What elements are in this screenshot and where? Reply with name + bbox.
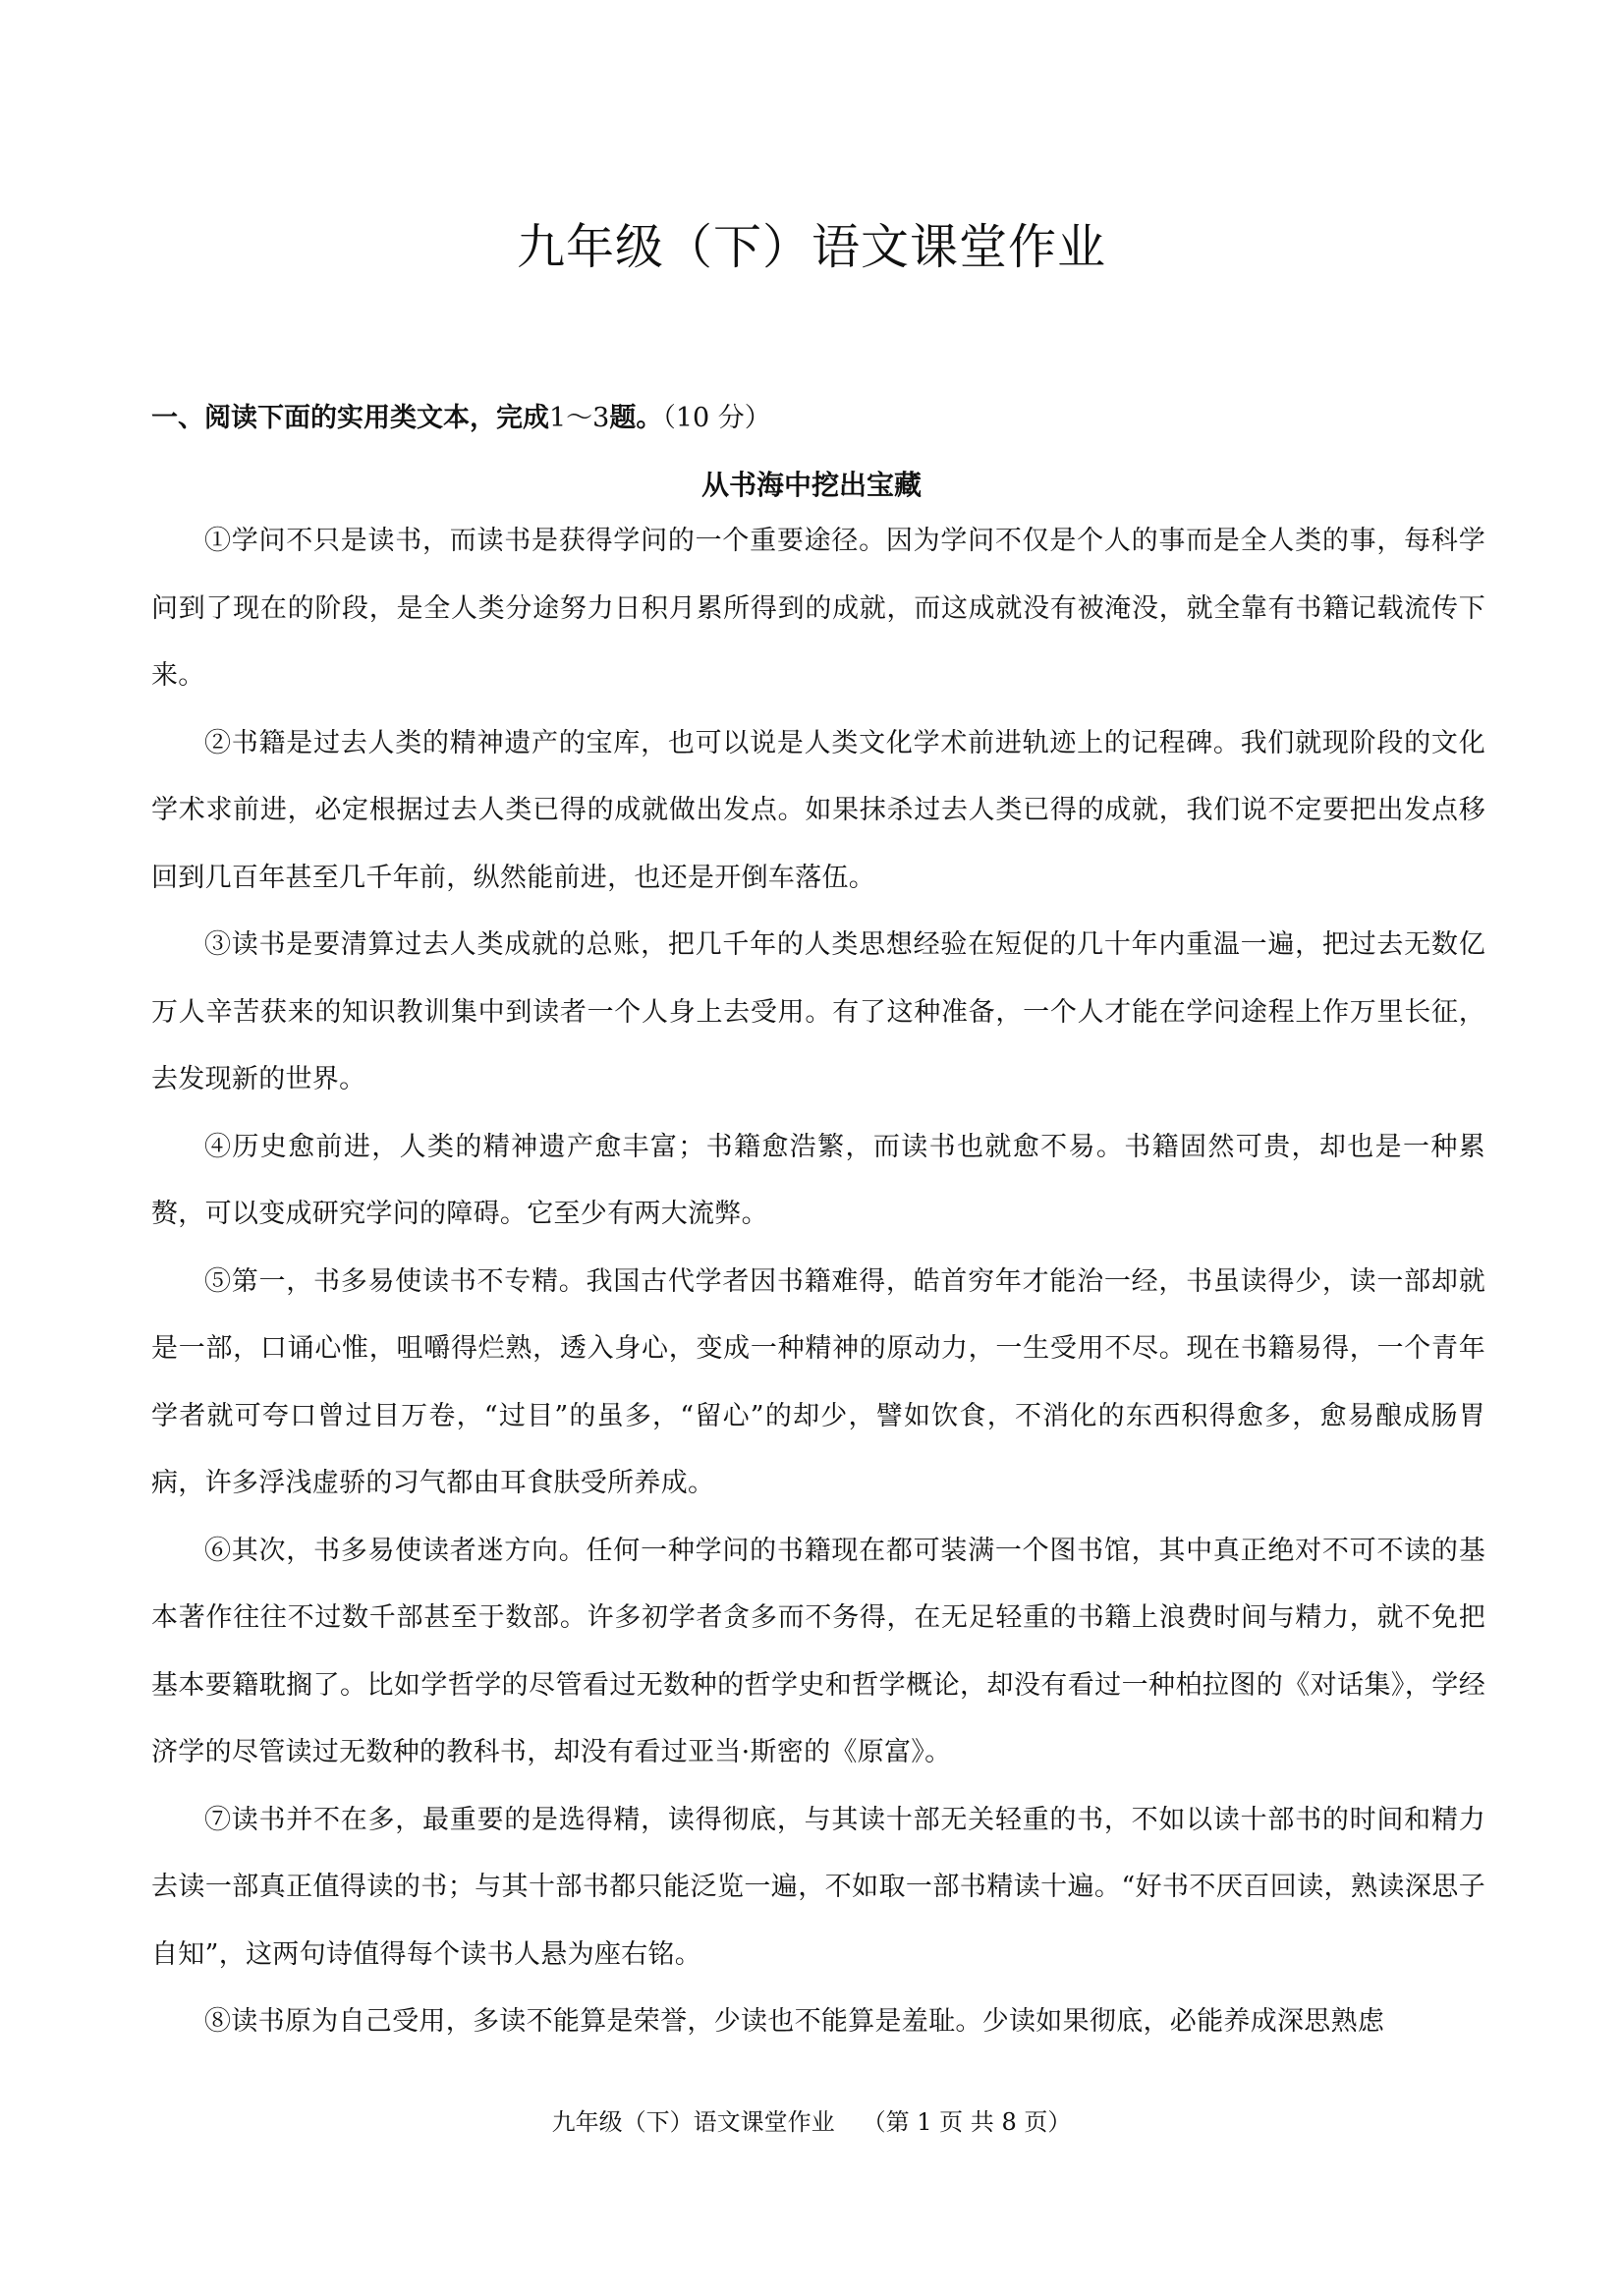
section-heading-text: 一、阅读下面的实用类文本，完成 xyxy=(151,403,549,433)
paragraph-2: ②书籍是过去人类的精神遗产的宝库，也可以说是人类文化学术前进轨迹上的记程碑。我们就现阶段的文化学术求前进，必定根据过去人类已得的成就做出发点。如果抹杀过去人类已得的成就，我们说不定要把出发点移回到几百年甚至几千年前，纵然能前进，也还是开倒车落伍。 xyxy=(151,727,1485,893)
paragraph-6: ⑥其次，书多易使读者迷方向。任何一种学问的书籍现在都可装满一个图书馆，其中真正绝对不可不读的基本著作往往不过数千部甚至于数部。许多初学者贪多而不务得，在无足轻重的书籍上浪费时间与精力，就不免把基本要籍耽搁了。比如学哲学的尽管看过无数种的哲学史和哲学概论，却没有看过一种柏拉图的《对话集》，学经济学的尽管读过无数种的教科书，却没有看过亚当·斯密的《原富》。 xyxy=(151,1535,1485,1767)
paragraph-7: ⑦读书并不在多，最重要的是选得精，读得彻底，与其读十部无关轻重的书，不如以读十部书的时间和精力去读一部真正值得读的书；与其十部书都只能泛览一遍，不如取一部书精读十遍。“好书不厌百回读，熟读深思子自知”，这两句诗值得每个读书人悬为座右铭。 xyxy=(151,1804,1485,1970)
page-footer xyxy=(0,2105,1623,2139)
article-body xyxy=(151,508,1485,2056)
article-title: 从书海中挖出宝藏 xyxy=(700,469,922,501)
section-score: （10 分） xyxy=(662,403,771,433)
page-number: （第 1 页 共 8 页） xyxy=(862,2108,1072,2136)
section-heading-tail: 题。 xyxy=(609,403,663,433)
document-title: 九年级（下）语文课堂作业 xyxy=(516,219,1106,275)
paragraph-8: ⑧读书原为自己受用，多读不能算是荣誉，少读也不能算是羞耻。少读如果彻底，必能养成深思熟虑 xyxy=(204,2006,1385,2037)
section-heading xyxy=(151,399,771,438)
footer-label: 九年级（下）语文课堂作业 xyxy=(551,2108,835,2136)
paragraph-5: ⑤第一，书多易使读书不专精。我国古代学者因书籍难得，皓首穷年才能治一经，书虽读得少，读一部却就是一部，口诵心惟，咀嚼得烂熟，透入身心，变成一种精神的原动力，一生受用不尽。现在书籍易得，一个青年学者就可夸口曾过目万卷，“过目”的虽多，“留心”的却少，譬如饮食，不消化的东西积得愈多，愈易酿成肠胃病，许多浮浅虚骄的习气都由耳食肤受所养成。 xyxy=(151,1265,1485,1498)
paragraph-1: ①学问不只是读书，而读书是获得学问的一个重要途径。因为学问不仅是个人的事而是全人类的事，每科学问到了现在的阶段，是全人类分途努力日积月累所得到的成就，而这成就没有被淹没，就全靠有书籍记载流传下来。 xyxy=(151,526,1485,691)
paragraph-3: ③读书是要清算过去人类成就的总账，把几千年的人类思想经验在短促的几十年内重温一遍，把过去无数亿万人辛苦获来的知识教训集中到读者一个人身上去受用。有了这种准备，一个人才能在学问途程上作万里长征，去发现新的世界。 xyxy=(151,929,1485,1094)
question-range: 1～3 xyxy=(549,403,610,433)
paragraph-4: ④历史愈前进，人类的精神遗产愈丰富；书籍愈浩繁，而读书也就愈不易。书籍固然可贵，却也是一种累赘，可以变成研究学问的障碍。它至少有两大流弊。 xyxy=(151,1131,1485,1229)
